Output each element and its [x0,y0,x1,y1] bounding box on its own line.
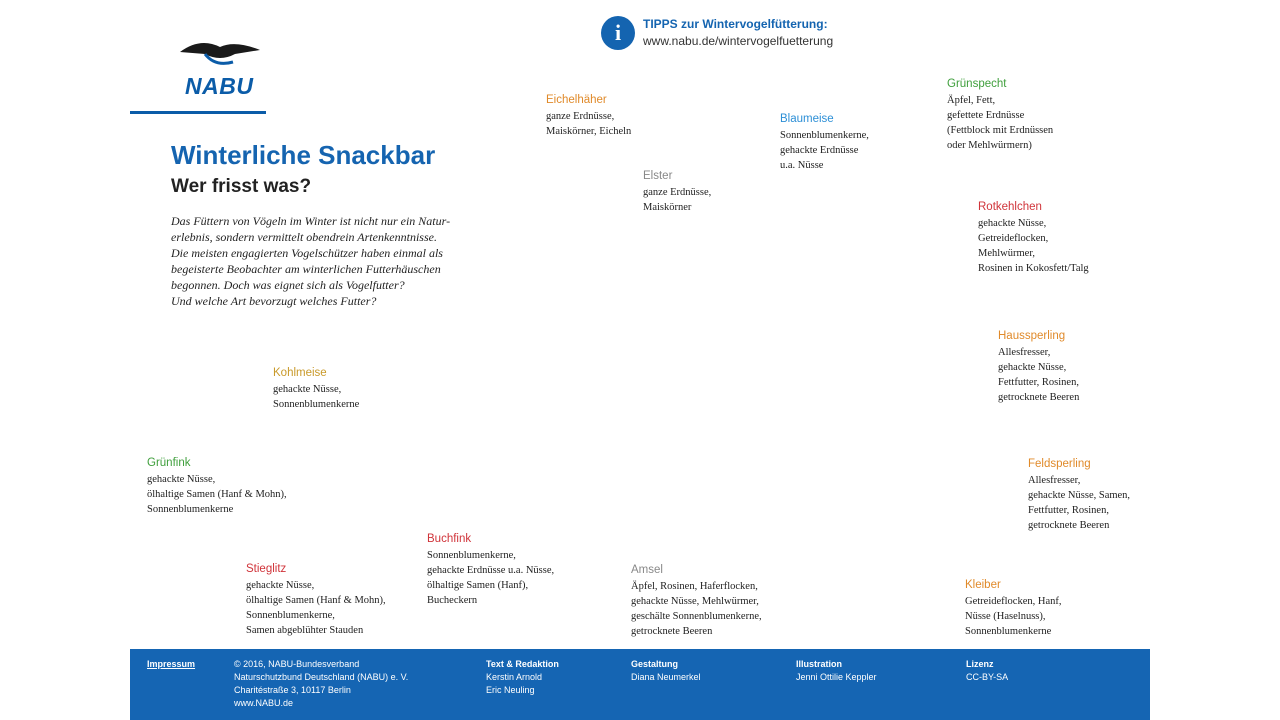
bird-name: Stieglitz [246,563,287,575]
stork-icon [175,32,265,72]
bird-card-eichelhaeher: Eichelhäher ganze Erdnüsse, Maiskörner, Eicheln [546,94,632,137]
bird-card-kohlmeise: Kohlmeise gehackte Nüsse, Sonnenblumenkerne [273,367,360,410]
bird-name: Buchfink [427,533,472,545]
bird-name: Kleiber [965,579,1001,591]
bird-card-gruenspecht: Grünspecht Äpfel, Fett, gefettete Erdnüsse (Fettblock mit Erdnüssen oder Mehlwürmern) [947,78,1054,151]
logo-rule [130,111,266,114]
bird-name: Haussperling [998,330,1066,342]
bird-name: Kohlmeise [273,367,327,379]
bird-card-gruenfink: Grünfink gehackte Nüsse, ölhaltige Samen (Hanf & Mohn), Sonnenblumenkerne [147,457,287,515]
intro-text: Das Füttern von Vögeln im Winter ist nicht nur ein Natur- erlebnis, sondern vermittelt obendrein Artenkenntnisse. Die meisten engagierten Vogelschützer haben einmal als begeisterte Beobachter am winterlichen Futterhäuschen begonnen. Doch was eignet sich als Vogelfutter? Und welche Art bevorzugt welches Futter? [171,214,451,308]
bird-card-stieglitz: Stieglitz gehackte Nüsse, ölhaltige Samen (Hanf & Mohn), Sonnenblumenkerne, Samen abgeblühter Stauden [246,563,386,636]
bird-card-rotkehlchen: Rotkehlchen gehackte Nüsse, Getreideflocken, Mehlwürmer, Rosinen in Kokosfett/Talg [978,201,1089,274]
footer-illustration-credits: Illustration Jenni Ottilie Keppler [796,659,877,682]
tips-title: TIPPS zur Wintervogelfütterung: [643,17,828,31]
nabu-logo[interactable]: NABU [185,73,254,99]
bird-name: Feldsperling [1028,458,1091,470]
bird-card-kleiber: Kleiber Getreideflocken, Hanf, Nüsse (Haselnuss), Sonnenblumenkerne [965,579,1062,637]
bird-name: Rotkehlchen [978,201,1042,213]
bird-card-buchfink: Buchfink Sonnenblumenkerne, gehackte Erdnüsse u.a. Nüsse, ölhaltige Samen (Hanf), Bucheckern [427,533,555,606]
bird-card-blaumeise: Blaumeise Sonnenblumenkerne, gehackte Erdnüsse u.a. Nüsse [780,113,869,171]
bird-name: Amsel [631,564,663,576]
footer [130,649,1150,720]
page-subtitle: Wer frisst was? [171,176,312,197]
footer-text-credits: Text & Redaktion Kerstin Arnold Eric Neuling [486,659,559,695]
bird-card-amsel: Amsel Äpfel, Rosinen, Haferflocken, gehackte Nüsse, Mehlwürmer, geschälte Sonnenblumenkerne, getrocknete Beeren [631,564,762,637]
footer-copyright: © 2016, NABU-Bundesverband Naturschutzbund Deutschland (NABU) e. V. Charitéstraße 3, 10117 Berlin www.NABU.de [234,659,409,708]
impressum-link[interactable]: Impressum [147,659,196,669]
footer-license: Lizenz CC-BY-SA [966,659,1009,682]
bird-card-haussperling: Haussperling Allesfresser, gehackte Nüsse, Fettfutter, Rosinen, getrocknete Beeren [998,330,1080,403]
bird-name: Grünfink [147,457,191,469]
bird-card-elster: Elster ganze Erdnüsse, Maiskörner [643,170,712,213]
bird-name: Blaumeise [780,113,834,125]
page-title: Winterliche Snackbar [171,140,436,170]
bird-card-feldsperling: Feldsperling Allesfresser, gehackte Nüsse, Samen, Fettfutter, Rosinen, getrocknete Beeren [1028,458,1131,531]
bird-name: Eichelhäher [546,94,607,106]
bird-name: Grünspecht [947,78,1007,90]
tips-url[interactable]: www.nabu.de/wintervogelfuetterung [643,34,834,48]
bird-name: Elster [643,170,673,182]
footer-design-credits: Gestaltung Diana Neumerkel [631,659,701,682]
info-icon: i [601,16,635,50]
